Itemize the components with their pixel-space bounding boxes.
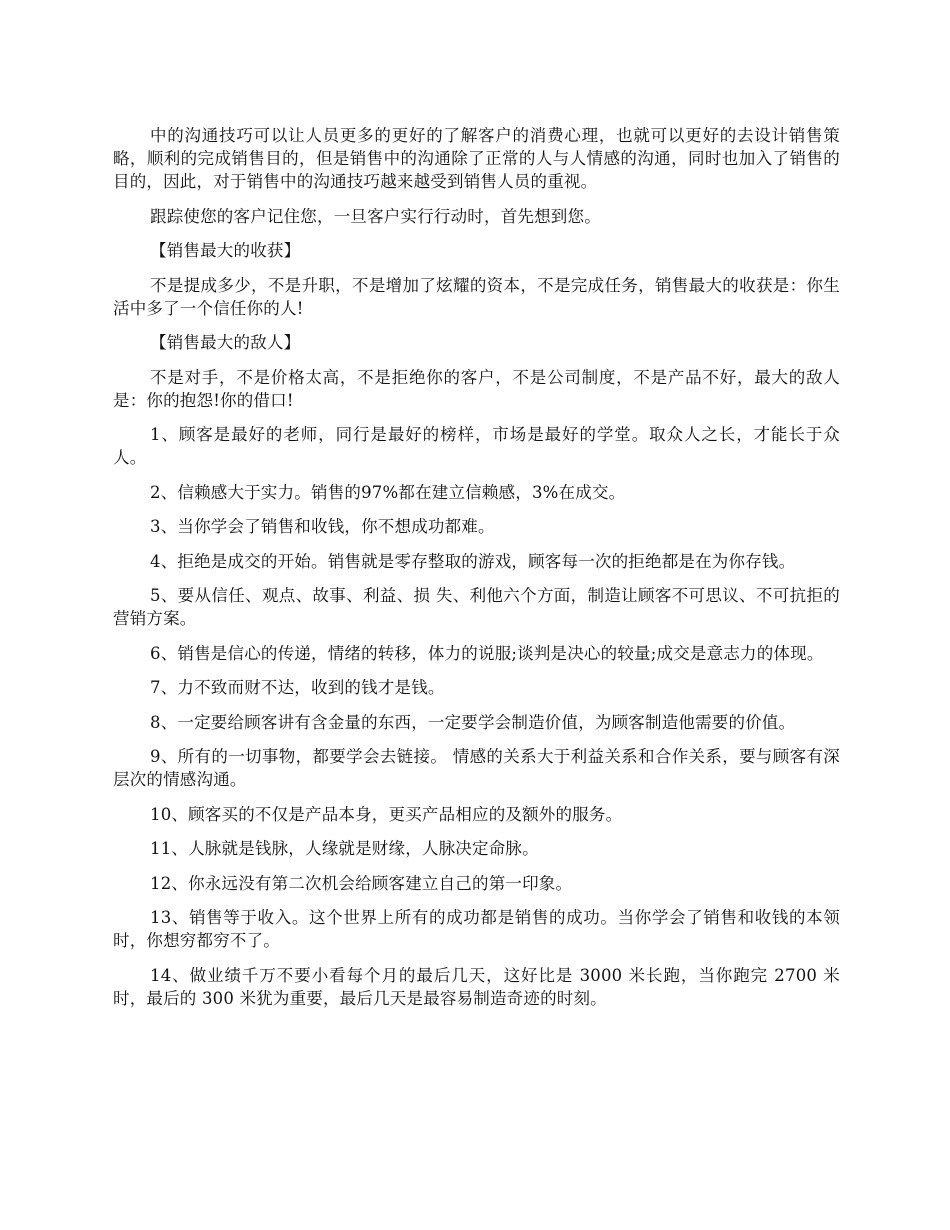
biggest-gain-paragraph: 不是提成多少，不是升职，不是增加了炫耀的资本，不是完成任务，销售最大的收获是：你生活中多了一个信任你的人! (113, 275, 840, 318)
list-item-2: 2、信赖感大于实力。销售的97%都在建立信赖感，3%在成交。 (150, 482, 626, 502)
list-item-3: 3、当你学会了销售和收钱，你不想成功都难。 (150, 517, 495, 536)
intro-paragraph: 中的沟通技巧可以让人员更多的更好的了解客户的消费心理，也就可以更好的去设计销售策略，顺利的完成销售目的，但是销售中的沟通除了正常的人与人情感的沟通，同时也加入了销售的目的，因此，对于销售中的沟通技巧越来越受到销售人员的重视。 (113, 126, 840, 191)
list-item-14: 14、做业绩千万不要小看每个月的最后几天，这好比是 3000 米长跑，当你跑完 2700 米时，最后的 300 米犹为重要，最后几天是最容易制造奇迹的时刻。 (113, 965, 840, 1008)
list-item-12: 12、你永远没有第二次机会给顾客建立自己的第一印象。 (150, 873, 573, 893)
list-item-11: 11、人脉就是钱脉，人缘就是财缘，人脉决定命脉。 (150, 839, 539, 858)
list-item-8: 8、一定要给顾客讲有含金量的东西，一定要学会制造价值，为顾客制造他需要的价值。 (150, 712, 796, 732)
list-item-10: 10、顾客买的不仅是产品本身，更买产品相应的及额外的服务。 (150, 804, 623, 824)
document-body (113, 124, 840, 1021)
list-item-9: 9、所有的一切事物，都要学会去链接。 情感的关系大于利益关系和合作关系，要与顾客有深层次的情感沟通。 (113, 747, 840, 789)
list-item-13: 13、销售等于收入。这个世界上所有的成功都是销售的成功。当你学会了销售和收钱的本领时，你想穷都穷不了。 (113, 908, 840, 950)
section-heading-biggest-enemy: 【销售最大的敌人】 (150, 333, 301, 352)
section-heading-biggest-gain: 【销售最大的收获】 (150, 241, 301, 260)
follow-up-paragraph: 跟踪使您的客户记住您，一旦客户实行行动时，首先想到您。 (150, 206, 601, 226)
list-item-4: 4、拒绝是成交的开始。销售就是零存整取的游戏，顾客每一次的拒绝都是在为你存钱。 (150, 551, 796, 571)
list-item-5: 5、要从信任、观点、故事、利益、损 失、利他六个方面，制造让顾客不可思议、不可抗拒的营销方案。 (113, 586, 840, 628)
list-item-1: 1、顾客是最好的老师，同行是最好的榜样，市场是最好的学堂。取众人之长，才能长于众人。 (113, 425, 840, 467)
list-item-6: 6、销售是信心的传递，情绪的转移，体力的说服;谈判是决心的较量;成交是意志力的体现。 (150, 643, 824, 663)
list-item-7: 7、力不致而财不达，收到的钱才是钱。 (150, 678, 445, 697)
biggest-enemy-paragraph: 不是对手，不是价格太高，不是拒绝你的客户，不是公司制度，不是产品不好，最大的敌人是：你的抱怨!你的借口! (113, 367, 840, 410)
